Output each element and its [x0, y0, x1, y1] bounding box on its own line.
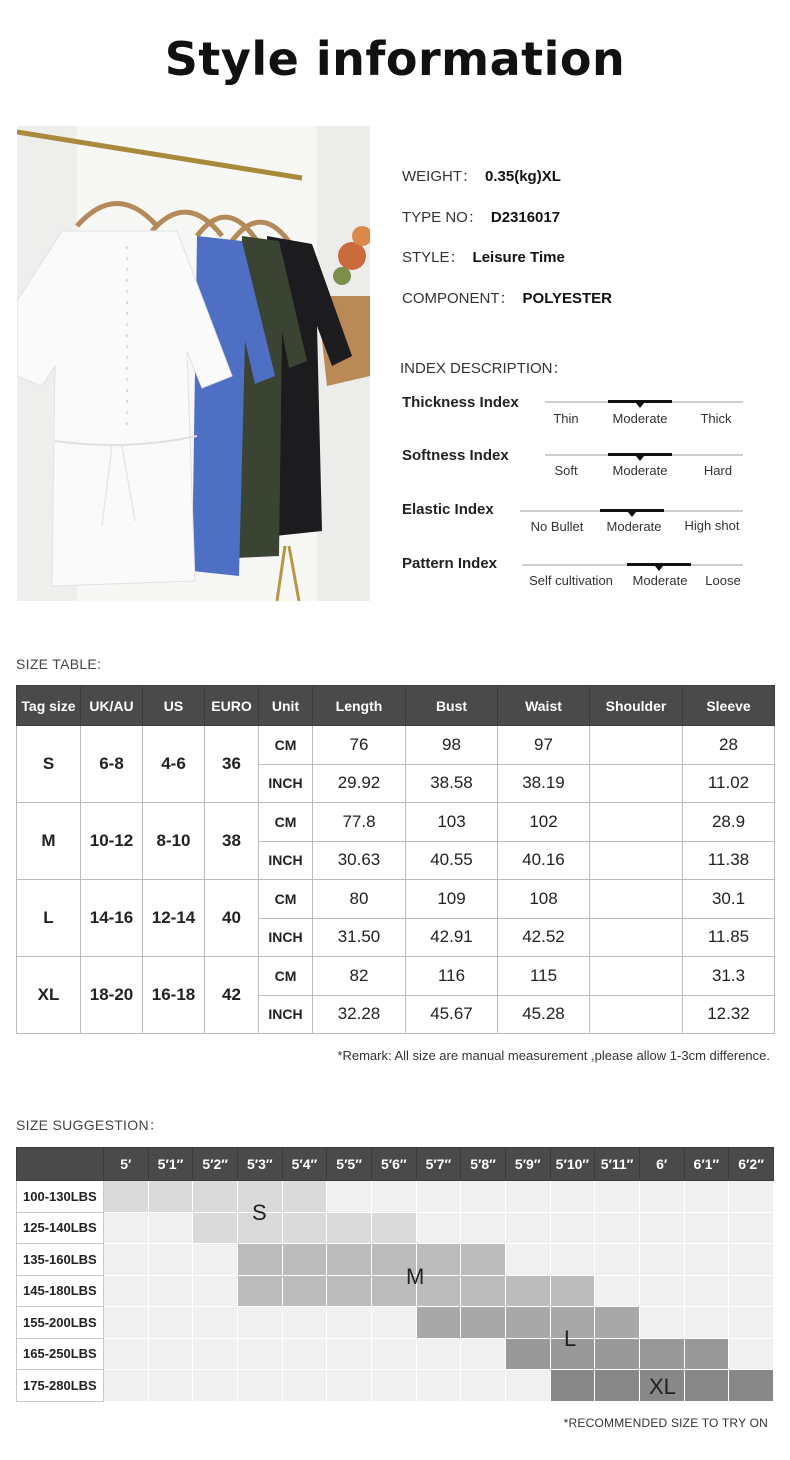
index-description-title: INDEX DESCRIPTION：	[400, 360, 568, 377]
thickness-index-pointer	[636, 403, 644, 408]
grid-cell	[595, 1275, 640, 1307]
size-suggestion-label: SIZE SUGGESTION：	[16, 1117, 164, 1133]
pattern-index-pointer	[655, 566, 663, 571]
unit-cell: INCH	[259, 841, 313, 880]
grid-cell	[684, 1212, 729, 1244]
grid-cell	[148, 1307, 193, 1339]
length-cell: 82	[313, 957, 406, 996]
shoulder-cell	[590, 957, 683, 996]
spec-type-no-value: D2316017	[490, 209, 561, 226]
us-cell: 12-14	[143, 880, 205, 957]
unit-cell: INCH	[259, 918, 313, 957]
waist-cell: 42.52	[498, 918, 590, 957]
grid-cell	[104, 1338, 149, 1370]
table-row	[17, 880, 775, 919]
grid-cell	[729, 1307, 774, 1339]
grid-cell	[684, 1244, 729, 1276]
grid-cell	[505, 1370, 550, 1402]
grid-cell	[237, 1275, 282, 1307]
grid-cell	[371, 1181, 416, 1213]
grid-cell	[461, 1370, 506, 1402]
softness-option-soft: Soft	[554, 463, 578, 478]
grid-cell	[104, 1370, 149, 1402]
height-header: 5′	[104, 1148, 149, 1181]
weight-label: 145-180LBS	[17, 1275, 104, 1307]
bust-cell: 98	[406, 726, 498, 765]
height-header: 5′3″	[237, 1148, 282, 1181]
sleeve-cell: 31.3	[683, 957, 775, 996]
grid-cell	[104, 1212, 149, 1244]
height-header: 5′2″	[193, 1148, 238, 1181]
spec-component-value: POLYESTER	[522, 290, 612, 307]
pattern-option-loose: Loose	[705, 573, 741, 588]
size-table-label: SIZE TABLE:	[16, 656, 102, 672]
grid-cell	[639, 1212, 684, 1244]
grid-cell	[416, 1181, 461, 1213]
weight-label: 175-280LBS	[17, 1370, 104, 1402]
grid-cell	[729, 1370, 774, 1402]
spec-type-no	[402, 206, 560, 227]
elastic-option-moderate: Moderate	[606, 519, 662, 534]
grid-cell	[595, 1370, 640, 1402]
grid-cell	[505, 1244, 550, 1276]
waist-cell: 40.16	[498, 841, 590, 880]
sleeve-cell: 28.9	[683, 803, 775, 842]
grid-cell	[193, 1275, 238, 1307]
grid-cell	[148, 1244, 193, 1276]
height-header: 5′4″	[282, 1148, 327, 1181]
sleeve-cell: 28	[683, 726, 775, 765]
grid-cell	[237, 1307, 282, 1339]
tag-size-cell: L	[17, 880, 81, 957]
grid-cell	[282, 1212, 327, 1244]
length-cell: 29.92	[313, 764, 406, 803]
zone-label-s: S	[252, 1200, 267, 1225]
header-euro: EURO	[205, 686, 259, 726]
softness-option-hard: Hard	[703, 463, 733, 478]
grid-cell	[104, 1181, 149, 1213]
header-bust: Bust	[406, 686, 498, 726]
grid-cell	[684, 1338, 729, 1370]
weight-label: 135-160LBS	[17, 1244, 104, 1276]
spec-style-value: Leisure Time	[472, 249, 565, 266]
grid-cell	[327, 1275, 372, 1307]
measurement-remark: *Remark: All size are manual measurement ,please allow 1-3cm difference.	[337, 1048, 770, 1063]
grid-cell	[193, 1212, 238, 1244]
zone-label-xl: XL	[649, 1374, 676, 1399]
height-header: 6′1″	[684, 1148, 729, 1181]
size-suggestion-grid	[16, 1147, 774, 1402]
grid-cell	[595, 1338, 640, 1370]
grid-cell	[550, 1181, 595, 1213]
height-header: 6′	[639, 1148, 684, 1181]
header-waist: Waist	[498, 686, 590, 726]
sleeve-cell: 11.85	[683, 918, 775, 957]
grid-cell	[461, 1307, 506, 1339]
grid-cell	[639, 1338, 684, 1370]
sleeve-cell: 11.38	[683, 841, 775, 880]
grid-cell	[282, 1181, 327, 1213]
shoulder-cell	[590, 841, 683, 880]
spec-weight-value: 0.35(kg)XL	[485, 168, 561, 185]
spec-weight-key: WEIGHT：	[402, 168, 477, 185]
size-table	[16, 685, 775, 1034]
bust-cell: 45.67	[406, 995, 498, 1034]
grid-cell	[729, 1181, 774, 1213]
waist-cell: 45.28	[498, 995, 590, 1034]
grid-cell	[282, 1370, 327, 1402]
header-uk-au: UK/AU	[81, 686, 143, 726]
grid-cell	[595, 1181, 640, 1213]
length-cell: 76	[313, 726, 406, 765]
euro-cell: 36	[205, 726, 259, 803]
grid-cell	[505, 1181, 550, 1213]
shoulder-cell	[590, 880, 683, 919]
grid-cell	[327, 1212, 372, 1244]
grid-cell	[461, 1212, 506, 1244]
height-header: 5′5″	[327, 1148, 372, 1181]
elastic-index-label: Elastic Index	[402, 501, 494, 518]
grid-cell	[416, 1370, 461, 1402]
grid-cell	[148, 1338, 193, 1370]
spec-style	[402, 246, 565, 267]
grid-cell	[104, 1244, 149, 1276]
grid-cell	[193, 1244, 238, 1276]
header-unit: Unit	[259, 686, 313, 726]
grid-cell	[461, 1275, 506, 1307]
table-row	[17, 1275, 774, 1307]
unit-cell: INCH	[259, 764, 313, 803]
grid-cell	[237, 1370, 282, 1402]
grid-cell	[550, 1212, 595, 1244]
grid-cell	[505, 1307, 550, 1339]
grid-cell	[148, 1275, 193, 1307]
length-cell: 31.50	[313, 918, 406, 957]
spec-type-no-key: TYPE NO：	[402, 209, 483, 226]
grid-cell	[729, 1212, 774, 1244]
weight-label: 125-140LBS	[17, 1212, 104, 1244]
grid-cell	[193, 1338, 238, 1370]
shoulder-cell	[590, 995, 683, 1034]
grid-cell	[148, 1181, 193, 1213]
us-cell: 8-10	[143, 803, 205, 880]
waist-cell: 102	[498, 803, 590, 842]
height-header: 5′11″	[595, 1148, 640, 1181]
header-shoulder: Shoulder	[590, 686, 683, 726]
thickness-index-label: Thickness Index	[402, 394, 519, 411]
us-cell: 4-6	[143, 726, 205, 803]
table-row	[17, 726, 775, 765]
grid-cell	[237, 1244, 282, 1276]
length-cell: 80	[313, 880, 406, 919]
grid-cell	[639, 1307, 684, 1339]
unit-cell: CM	[259, 803, 313, 842]
table-row	[17, 957, 775, 996]
zone-label-m: M	[406, 1264, 425, 1289]
bust-cell: 116	[406, 957, 498, 996]
grid-cell	[505, 1338, 550, 1370]
weight-label: 155-200LBS	[17, 1307, 104, 1339]
grid-cell	[684, 1275, 729, 1307]
grid-cell	[461, 1181, 506, 1213]
grid-cell	[550, 1370, 595, 1402]
table-row	[17, 1338, 774, 1370]
grid-cell	[505, 1275, 550, 1307]
grid-cell	[729, 1338, 774, 1370]
waist-cell: 97	[498, 726, 590, 765]
header-us: US	[143, 686, 205, 726]
height-header: 5′10″	[550, 1148, 595, 1181]
length-cell: 32.28	[313, 995, 406, 1034]
grid-cell	[416, 1338, 461, 1370]
grid-cell	[729, 1244, 774, 1276]
unit-cell: CM	[259, 880, 313, 919]
grid-cell	[639, 1181, 684, 1213]
recommended-note: *RECOMMENDED SIZE TO TRY ON	[563, 1416, 768, 1430]
grid-cell	[461, 1338, 506, 1370]
sleeve-cell: 30.1	[683, 880, 775, 919]
grid-cell	[684, 1307, 729, 1339]
sleeve-cell: 12.32	[683, 995, 775, 1034]
product-photo	[17, 126, 370, 601]
spec-component	[402, 287, 612, 308]
uk-au-cell: 10-12	[81, 803, 143, 880]
bust-cell: 38.58	[406, 764, 498, 803]
grid-cell	[327, 1370, 372, 1402]
grid-cell	[327, 1244, 372, 1276]
grid-cell	[193, 1370, 238, 1402]
size-suggestion-header	[17, 1148, 774, 1181]
table-row	[17, 1244, 774, 1276]
grid-cell	[505, 1212, 550, 1244]
spec-weight	[402, 165, 561, 186]
shoulder-cell	[590, 726, 683, 765]
thickness-option-thick: Thick	[700, 411, 732, 426]
table-row	[17, 1181, 774, 1213]
waist-cell: 38.19	[498, 764, 590, 803]
thickness-option-thin: Thin	[553, 411, 579, 426]
grid-cell	[327, 1307, 372, 1339]
header-sleeve: Sleeve	[683, 686, 775, 726]
grid-cell	[193, 1307, 238, 1339]
grid-cell	[684, 1181, 729, 1213]
elastic-option-high-shot: High shot	[684, 518, 740, 533]
grid-cell	[371, 1307, 416, 1339]
euro-cell: 40	[205, 880, 259, 957]
grid-cell	[282, 1244, 327, 1276]
shoulder-cell	[590, 764, 683, 803]
pattern-index-label: Pattern Index	[402, 555, 498, 572]
table-row	[17, 803, 775, 842]
grid-cell	[282, 1338, 327, 1370]
weight-label: 165-250LBS	[17, 1338, 104, 1370]
thickness-option-moderate: Moderate	[612, 411, 668, 426]
height-header: 5′7″	[416, 1148, 461, 1181]
unit-cell: CM	[259, 726, 313, 765]
tag-size-cell: S	[17, 726, 81, 803]
softness-index-label: Softness Index	[402, 447, 509, 464]
grid-cell	[550, 1244, 595, 1276]
euro-cell: 42	[205, 957, 259, 1034]
grid-cell	[193, 1181, 238, 1213]
grid-cell	[148, 1212, 193, 1244]
grid-cell	[148, 1370, 193, 1402]
shoulder-cell	[590, 918, 683, 957]
uk-au-cell: 14-16	[81, 880, 143, 957]
grid-cell	[595, 1244, 640, 1276]
grid-cell	[595, 1307, 640, 1339]
zone-label-l: L	[564, 1326, 577, 1351]
grid-cell	[416, 1212, 461, 1244]
header-tag-size: Tag size	[17, 686, 81, 726]
grid-cell	[550, 1275, 595, 1307]
euro-cell: 38	[205, 803, 259, 880]
shoulder-cell	[590, 803, 683, 842]
header-corner	[17, 1148, 104, 1181]
us-cell: 16-18	[143, 957, 205, 1034]
unit-cell: CM	[259, 957, 313, 996]
table-row	[17, 1212, 774, 1244]
height-header: 6′2″	[729, 1148, 774, 1181]
size-table-header	[17, 686, 775, 726]
grid-cell	[237, 1338, 282, 1370]
grid-cell	[416, 1307, 461, 1339]
grid-cell	[684, 1370, 729, 1402]
length-cell: 30.63	[313, 841, 406, 880]
elastic-index-pointer	[628, 512, 636, 517]
spec-component-key: COMPONENT：	[402, 290, 515, 307]
header-length: Length	[313, 686, 406, 726]
waist-cell: 115	[498, 957, 590, 996]
uk-au-cell: 6-8	[81, 726, 143, 803]
bust-cell: 103	[406, 803, 498, 842]
grid-cell	[282, 1275, 327, 1307]
grid-cell	[371, 1212, 416, 1244]
tag-size-cell: M	[17, 803, 81, 880]
grid-cell	[639, 1275, 684, 1307]
bust-cell: 109	[406, 880, 498, 919]
waist-cell: 108	[498, 880, 590, 919]
sleeve-cell: 11.02	[683, 764, 775, 803]
grid-cell	[461, 1244, 506, 1276]
unit-cell: INCH	[259, 995, 313, 1034]
grid-cell	[595, 1212, 640, 1244]
grid-cell	[371, 1338, 416, 1370]
length-cell: 77.8	[313, 803, 406, 842]
grid-cell	[371, 1370, 416, 1402]
pattern-option-moderate: Moderate	[632, 573, 688, 588]
grid-cell	[104, 1307, 149, 1339]
grid-cell	[104, 1275, 149, 1307]
grid-cell	[327, 1181, 372, 1213]
softness-index-pointer	[636, 456, 644, 461]
tag-size-cell: XL	[17, 957, 81, 1034]
bust-cell: 42.91	[406, 918, 498, 957]
table-row	[17, 1307, 774, 1339]
height-header: 5′1″	[148, 1148, 193, 1181]
pattern-option-self-cultivation: Self cultivation	[529, 573, 613, 588]
grid-cell	[327, 1338, 372, 1370]
height-header: 5′9″	[505, 1148, 550, 1181]
weight-label: 100-130LBS	[17, 1181, 104, 1213]
bust-cell: 40.55	[406, 841, 498, 880]
grid-cell	[729, 1275, 774, 1307]
grid-cell	[639, 1244, 684, 1276]
softness-option-moderate: Moderate	[612, 463, 668, 478]
uk-au-cell: 18-20	[81, 957, 143, 1034]
height-header: 5′6″	[371, 1148, 416, 1181]
spec-style-key: STYLE：	[402, 249, 465, 266]
grid-cell	[282, 1307, 327, 1339]
elastic-option-no-bullet: No Bullet	[530, 519, 584, 534]
height-header: 5′8″	[461, 1148, 506, 1181]
page-title: Style information	[164, 32, 626, 86]
